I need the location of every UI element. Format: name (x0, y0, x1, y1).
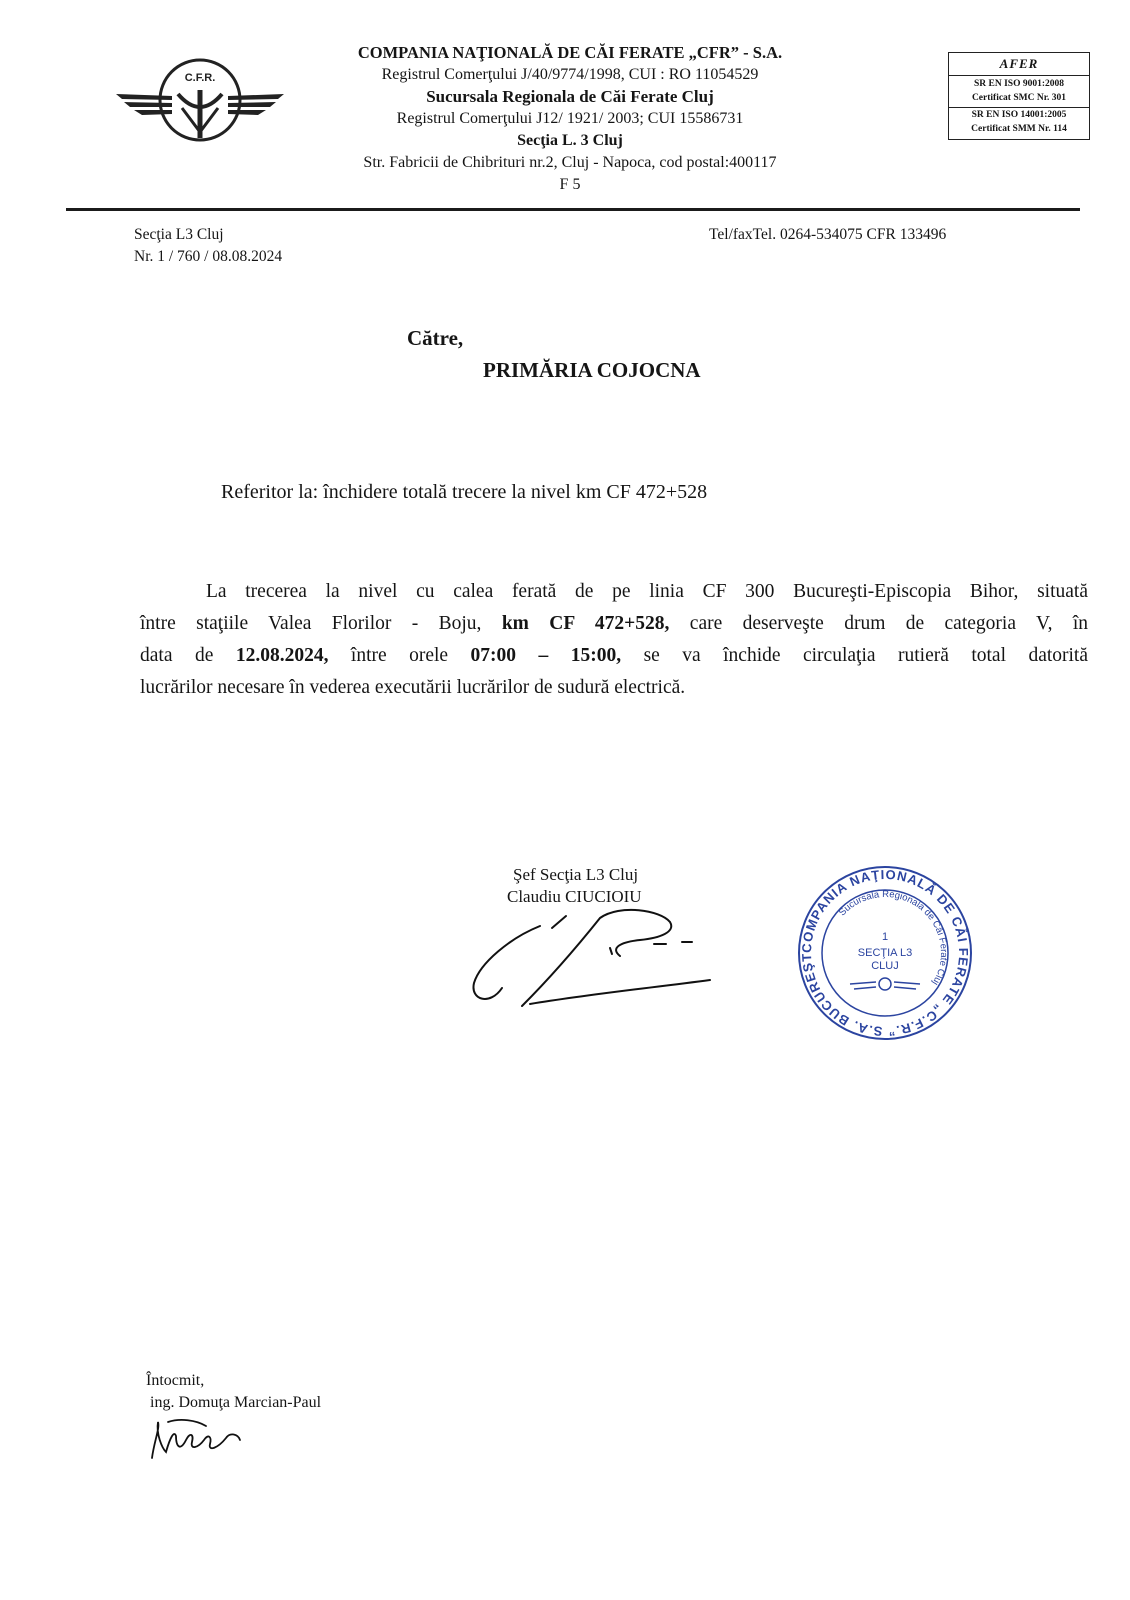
body-text: care deserveşte drum de categoria V, în (689, 613, 1088, 634)
document-number: Nr. 1 / 760 / 08.08.2024 (134, 248, 283, 265)
signature-scribble-icon (470, 908, 720, 1018)
header-divider (66, 208, 1080, 211)
signatory-name: Claudiu CIUCIOIU (507, 887, 642, 906)
body-text: între staţiile Valea Florilor - Boju, (140, 613, 482, 634)
cert-line: Certificat SMC Nr. 301 (971, 93, 1067, 103)
svg-text:Sucursala Regionala de Căi Fer (837, 889, 949, 987)
company-name: COMPANIA NAŢIONALĂ DE CĂI FERATE „CFR” - S.A. (357, 43, 783, 62)
section-name: Secţia L. 3 Cluj (517, 132, 623, 149)
branch-name: Sucursala Regionala de Căi Ferate Cluj (426, 87, 714, 106)
sender-section: Secţia L3 Cluj (134, 226, 224, 243)
signatory-role: Şef Secţia L3 Cluj (513, 865, 639, 884)
form-code: F 5 (559, 176, 581, 193)
contact-phone: Tel/faxTel. 0264-534075 CFR 133496 (709, 226, 947, 243)
afer-logo: AFER (949, 53, 1089, 76)
stamp-inner-text: Sucursala Regionala de Căi Ferate Cluj (836, 888, 950, 988)
cert-line: SR EN ISO 9001:2008 (974, 79, 1064, 89)
km-position: km CF 472+528, (501, 613, 670, 634)
address: Str. Fabricii de Chibrituri nr.2, Cluj - Napoca, cod postal:400117 (363, 154, 777, 171)
prepared-by-name: ing. Domuţa Marcian-Paul (150, 1394, 322, 1411)
company-register: Registrul Comerţului J/40/9774/1998, CUI : RO 11054529 (381, 66, 759, 83)
cert-line: Certificat SMM Nr. 114 (971, 124, 1067, 134)
stamp-seal-icon (794, 862, 976, 1044)
body-line-3 (140, 640, 1088, 672)
cert-line: SR EN ISO 14001:2005 (971, 110, 1067, 120)
body-line-1: La trecerea la nivel cu calea ferată de pe linia CF 300 Bucureşti-Episcopia Bihor, situată (206, 581, 1088, 602)
recipient-name: PRIMĂRIA COJOCNA (483, 358, 701, 382)
stamp-number: 1 (881, 931, 889, 943)
preparer-signature-scribble-icon (146, 1418, 246, 1468)
body-paragraph (140, 576, 1088, 704)
cert-divider (949, 107, 1089, 108)
body-text: între orele (350, 645, 449, 666)
body-text: data de (140, 645, 214, 666)
branch-register: Registrul Comerţului J12/ 1921/ 2003; CUI 15586731 (396, 110, 744, 127)
cfr-logo (112, 50, 288, 150)
handwritten-signature (470, 908, 720, 1018)
body-text: se va închide circulaţia rutieră total datorită (643, 645, 1089, 666)
closure-hours: 07:00 – 15:00, (470, 645, 622, 666)
closure-date: 12.08.2024, (235, 645, 329, 666)
body-line-4: lucrărilor necesare în vederea executării lucrărilor de sudură electrică. (140, 677, 686, 698)
subject-line: Referitor la: închidere totală trecere la nivel km CF 472+528 (221, 481, 708, 503)
stamp-center-line1: SECŢIA L3 (857, 947, 913, 959)
logo-text: C.F.R. (184, 72, 216, 84)
official-stamp (794, 862, 976, 1044)
preparer-signature (146, 1418, 246, 1468)
prepared-by-label: Întocmit, (146, 1372, 205, 1389)
cfr-winged-wheel-logo-icon (112, 50, 288, 150)
body-line-2 (140, 608, 1088, 640)
stamp-outer-text: COMPANIA NAŢIONALĂ DE CĂI FERATE „C.F.R.” S.A. BUCUREŞT (798, 866, 972, 1040)
certification-box (948, 52, 1090, 140)
salutation: Către, (407, 326, 464, 350)
stamp-center-line2: CLUJ (871, 960, 899, 972)
